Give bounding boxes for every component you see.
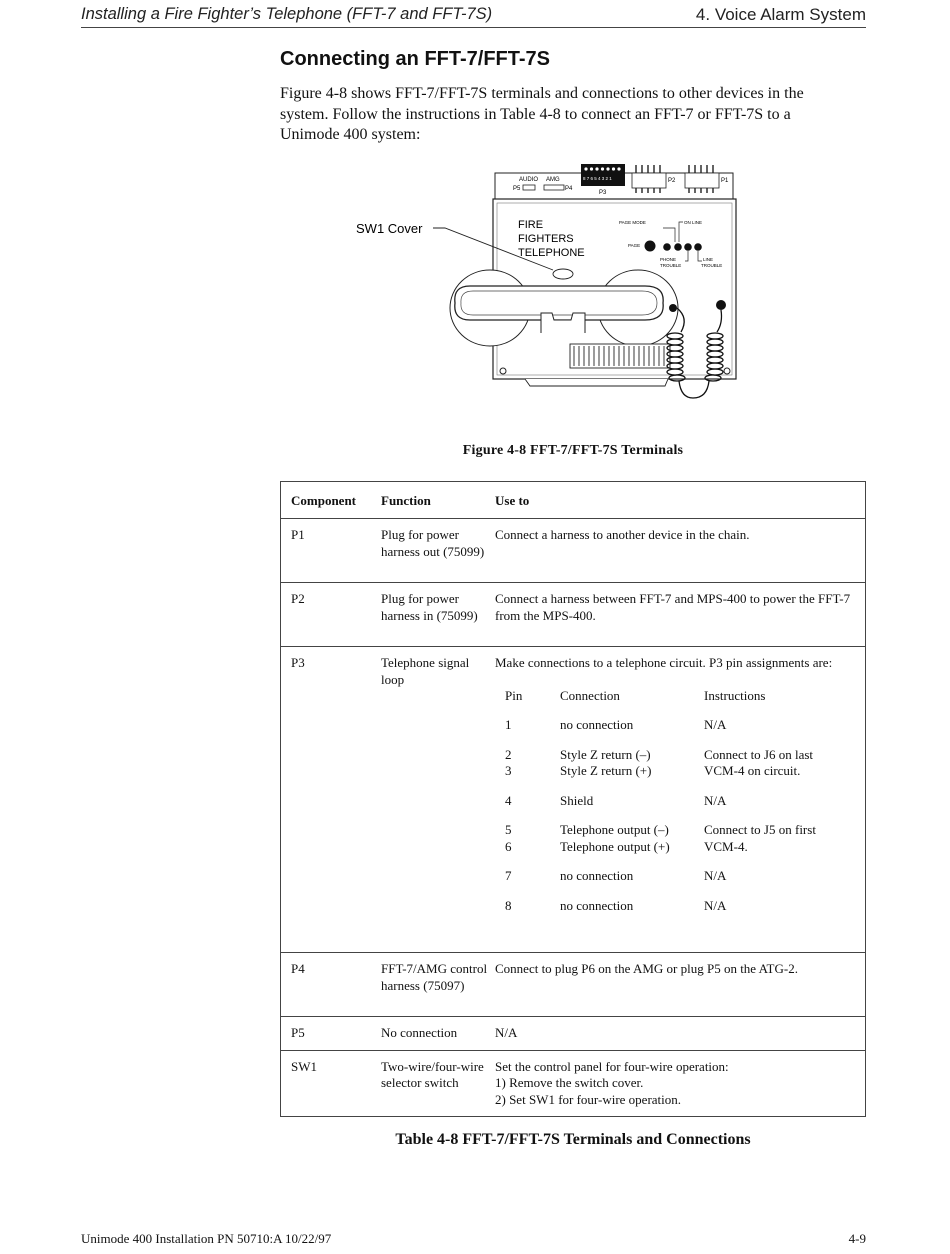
pin-instructions: N/A bbox=[704, 717, 727, 732]
panel-title-line2: FIGHTERS bbox=[518, 233, 574, 245]
intro-paragraph: Figure 4-8 shows FFT-7/FFT-7S terminals and connections to other devices in the system. Follow the instructions in Table 4-8 to connect an FFT-7 or FFT-7S to a Unimode 400 system: bbox=[280, 85, 804, 143]
pin-row bbox=[505, 763, 816, 780]
cell-use: N/A bbox=[495, 1017, 866, 1051]
screw-icon bbox=[500, 368, 506, 374]
pin-connection: Style Z return (+) bbox=[560, 763, 652, 778]
pin-connection: Telephone output (+) bbox=[560, 838, 670, 854]
on-line-led-icon bbox=[674, 243, 682, 251]
table-header-row bbox=[281, 482, 866, 519]
instructions-col-header: Instructions bbox=[704, 687, 766, 703]
footer-document-id: Unimode 400 Installation PN 50710:A 10/22/97 bbox=[81, 1231, 332, 1246]
cell-component: P1 bbox=[281, 519, 382, 583]
running-header-chapter: 4. Voice Alarm System bbox=[695, 5, 866, 24]
panel-title-line3: TELEPHONE bbox=[518, 247, 585, 259]
audio-label: AUDIO bbox=[519, 177, 539, 183]
pin-row bbox=[505, 809, 816, 839]
pin-instructions: VCM-4. bbox=[704, 838, 748, 854]
pin-connection: no connection bbox=[560, 868, 634, 883]
p2-connector bbox=[632, 173, 666, 188]
section-title: Connecting an FFT-7/FFT-7S bbox=[280, 48, 550, 70]
page-label: PAGE bbox=[628, 243, 641, 248]
pin-col-header: Pin bbox=[505, 687, 523, 703]
pin-number: 3 bbox=[505, 763, 512, 778]
pin-row bbox=[505, 885, 816, 915]
pin-row bbox=[505, 734, 816, 764]
p3-pin-table bbox=[505, 688, 816, 915]
cell-component: P2 bbox=[281, 583, 382, 647]
speaker-grille bbox=[570, 344, 670, 368]
cell-use: Connect a harness to another device in the chain. bbox=[495, 519, 866, 583]
pin-row bbox=[505, 780, 816, 810]
p1-label: P1 bbox=[721, 178, 729, 184]
table-row bbox=[281, 519, 866, 583]
cell-use: Connect a harness between FFT-7 and MPS-400 to power the FFT-7 from the MPS-400. bbox=[495, 583, 866, 647]
cell-use bbox=[495, 1050, 866, 1117]
pin-header-row bbox=[505, 688, 816, 705]
pin-number: 5 bbox=[505, 822, 512, 837]
pin-instructions: N/A bbox=[704, 897, 727, 913]
cell-use bbox=[495, 647, 866, 953]
cell-function: No connection bbox=[381, 1017, 495, 1051]
pin-instructions: Connect to J6 on last bbox=[704, 746, 814, 762]
cell-function: Two-wire/four-wire selector switch bbox=[381, 1050, 495, 1117]
pin-number: 7 bbox=[505, 868, 512, 883]
pin-connection: Style Z return (–) bbox=[560, 746, 651, 762]
table-row bbox=[281, 953, 866, 1017]
pin-connection: no connection bbox=[560, 717, 634, 732]
footer-page-number: 4-9 bbox=[848, 1231, 866, 1246]
cell-component: P4 bbox=[281, 953, 382, 1017]
line-trouble-label: TROUBLE bbox=[701, 263, 723, 268]
base-foot bbox=[525, 379, 668, 386]
table-row bbox=[281, 1050, 866, 1117]
pin-number: 8 bbox=[505, 897, 512, 913]
header-rule bbox=[81, 27, 866, 28]
cell-component: P3 bbox=[281, 647, 382, 953]
pin-connection: Shield bbox=[560, 792, 594, 808]
pin-number: 2 bbox=[505, 746, 512, 762]
page-button-icon bbox=[645, 241, 656, 252]
phone-trouble-label: TROUBLE bbox=[660, 263, 682, 268]
p3-label: P3 bbox=[599, 190, 607, 196]
p1-connector bbox=[685, 173, 719, 188]
p3-use-text: Make connections to a telephone circuit. P3 pin assignments are: bbox=[495, 655, 833, 670]
table-row bbox=[281, 1017, 866, 1051]
figure-caption: Figure 4-8 FFT-7/FFT-7S Terminals bbox=[462, 443, 684, 458]
on-line-label: ON LINE bbox=[684, 220, 703, 225]
pin-number: 4 bbox=[505, 792, 512, 808]
running-header-title: Installing a Fire Fighter’s Telephone (FFT-7 and FFT-7S) bbox=[81, 5, 493, 23]
fft7-terminal-figure bbox=[345, 158, 745, 408]
pin-row bbox=[505, 704, 816, 734]
amg-label: AMG bbox=[546, 177, 560, 183]
cell-function: Telephone signal loop bbox=[381, 647, 495, 953]
page-mode-led-icon bbox=[663, 243, 671, 251]
cord-jack-right-icon bbox=[716, 300, 726, 310]
col-header-use: Use to bbox=[495, 482, 866, 519]
p3-pin-numbers: 8 7 6 5 4 3 2 1 bbox=[583, 176, 612, 181]
phone-label: PHONE bbox=[660, 257, 677, 262]
p5-connector bbox=[523, 185, 535, 190]
screw-icon bbox=[724, 368, 730, 374]
terminals-table bbox=[280, 481, 866, 1117]
cell-component: SW1 bbox=[281, 1050, 382, 1117]
pin-instructions: VCM-4 on circuit. bbox=[704, 763, 801, 778]
table-row bbox=[281, 647, 866, 953]
sw1-use-line: Set the control panel for four-wire operation: bbox=[495, 1058, 729, 1074]
cord-jack-left-icon bbox=[669, 304, 677, 312]
fft7-diagram bbox=[345, 158, 745, 408]
line-label: LINE bbox=[703, 257, 714, 262]
pin-number: 6 bbox=[505, 838, 512, 854]
pin-row bbox=[505, 839, 816, 856]
pin-instructions: Connect to J5 on first bbox=[704, 822, 816, 837]
p4-connector bbox=[544, 185, 564, 190]
table-row bbox=[281, 583, 866, 647]
pin-number: 1 bbox=[505, 717, 512, 732]
pin-connection: Telephone output (–) bbox=[560, 822, 669, 837]
p4-label: P4 bbox=[565, 186, 573, 192]
p5-label: P5 bbox=[513, 186, 521, 192]
sw1-use-line: 2) Set SW1 for four-wire operation. bbox=[495, 1091, 682, 1107]
cell-component: P5 bbox=[281, 1017, 382, 1051]
p3-terminal-block bbox=[581, 164, 625, 186]
sw1-cover bbox=[553, 269, 573, 279]
phone-trouble-led-icon bbox=[684, 243, 692, 251]
p2-label: P2 bbox=[668, 178, 676, 184]
panel-title-line1: FIRE bbox=[518, 219, 544, 231]
page-mode-label: PAGE MODE bbox=[619, 220, 646, 225]
sw1-cover-label: SW1 Cover bbox=[356, 221, 423, 236]
cell-function: Plug for power harness in (75099) bbox=[381, 583, 495, 647]
pin-instructions: N/A bbox=[704, 792, 727, 808]
pin-row bbox=[505, 855, 816, 885]
connection-col-header: Connection bbox=[560, 687, 620, 703]
cell-function: Plug for power harness out (75099) bbox=[381, 519, 495, 583]
table-caption: Table 4-8 FFT-7/FFT-7S Terminals and Connections bbox=[395, 1131, 751, 1148]
col-header-function: Function bbox=[381, 482, 495, 519]
pin-instructions: N/A bbox=[704, 868, 727, 883]
cell-function: FFT-7/AMG control harness (75097) bbox=[381, 953, 495, 1017]
pin-connection: no connection bbox=[560, 897, 634, 913]
line-trouble-led-icon bbox=[694, 243, 702, 251]
sw1-use-line: 1) Remove the switch cover. bbox=[495, 1075, 644, 1090]
col-header-component: Component bbox=[281, 482, 382, 519]
cell-use: Connect to plug P6 on the AMG or plug P5 on the ATG-2. bbox=[495, 953, 866, 1017]
